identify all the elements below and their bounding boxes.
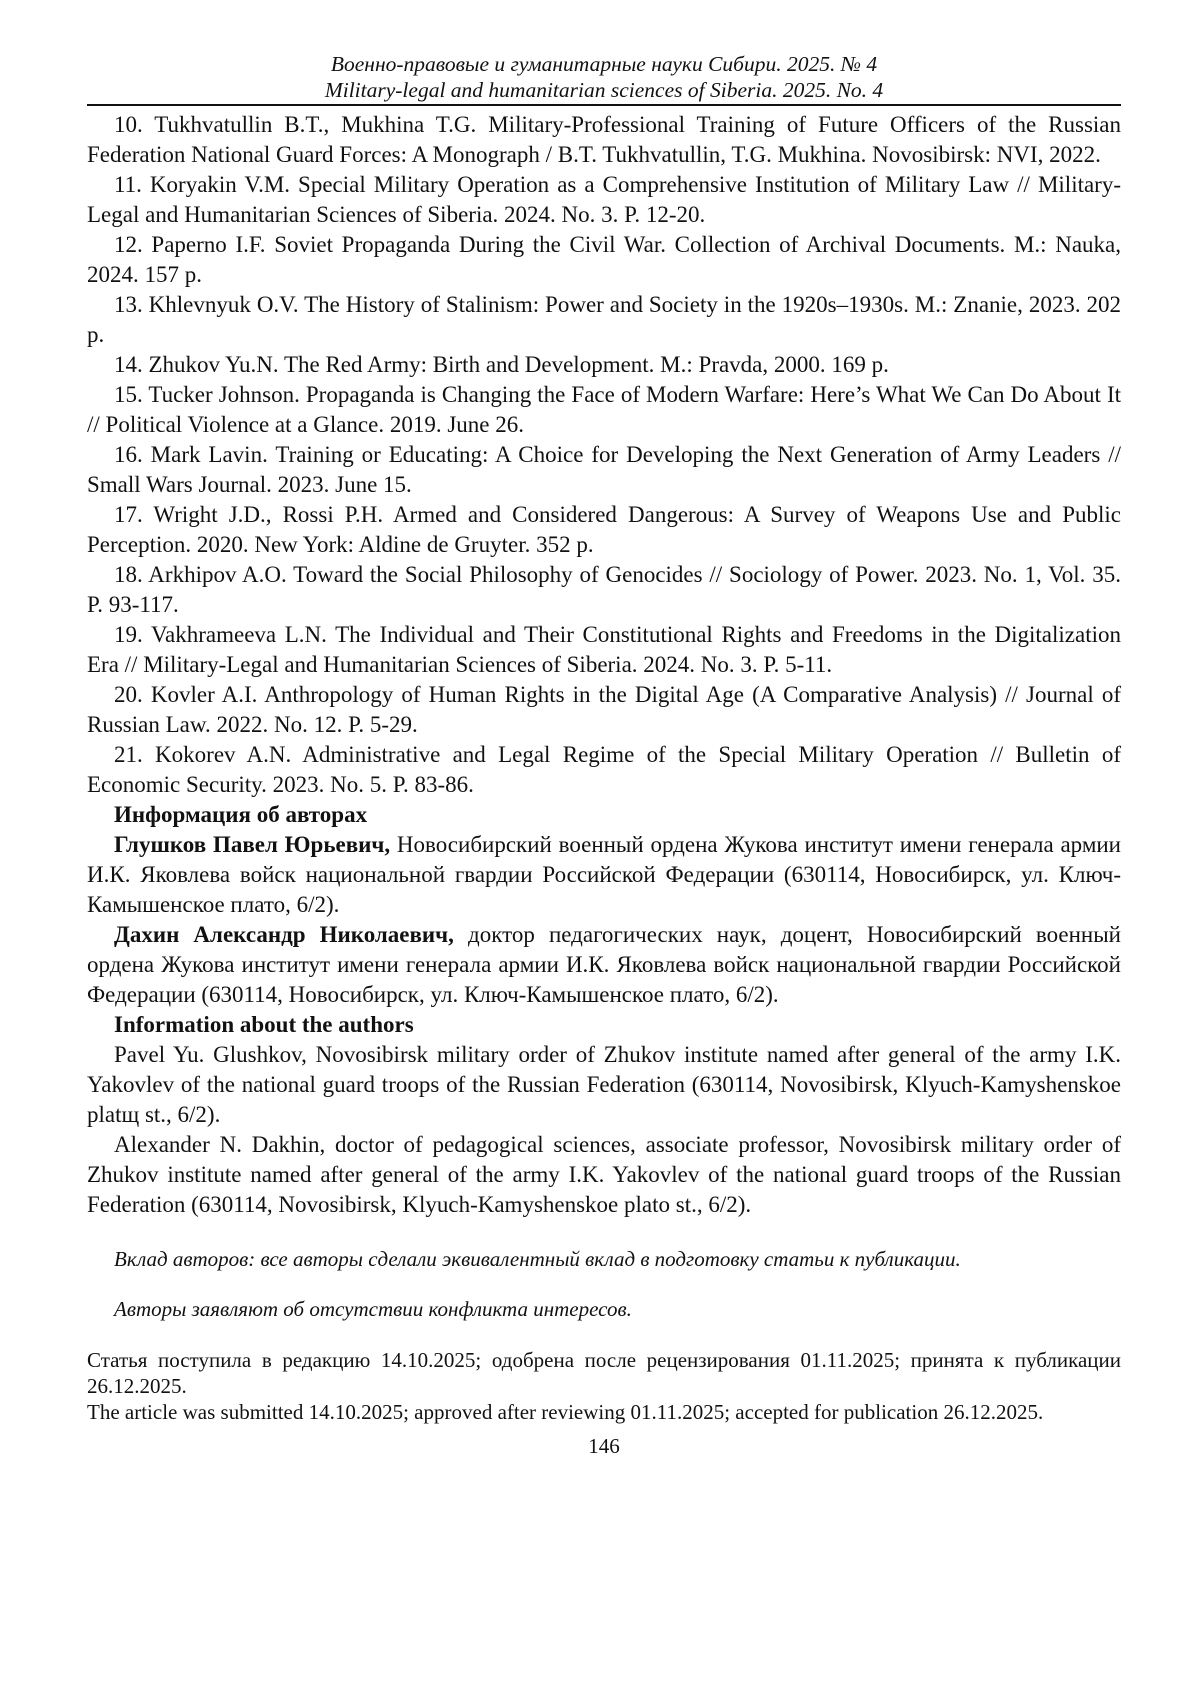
author-ru-2-name: Дахин Александр Николаевич, <box>114 922 454 947</box>
contribution-note: Вклад авторов: все авторы сделали эквивалентный вклад в подготовку статьи к публикации. <box>114 1247 961 1271</box>
reference-item: 15. Tucker Johnson. Propaganda is Changing the Face of Modern Warfare: Here’s What We Can Do About It // Political Violence at a Glance. 2019. June 26. <box>87 382 1121 437</box>
dates-ru: Статья поступила в редакцию 14.10.2025; одобрена после рецензирования 01.11.2025; принята к публикации 26.12.2025. <box>87 1348 1121 1398</box>
dates-en: The article was submitted 14.10.2025; approved after reviewing 01.11.2025; accepted for publication 26.12.2025. <box>87 1400 1044 1424</box>
reference-item: 16. Mark Lavin. Training or Educating: A Choice for Developing the Next Generation of Army Leaders // Small Wars Journal. 2023. June 15. <box>87 442 1121 497</box>
running-header-ru: Военно-правовые и гуманитарные науки Сибири. 2025. № 4 <box>330 52 878 76</box>
author-ru-1-name: Глушков Павел Юрьевич, <box>114 832 391 857</box>
running-header <box>87 51 1121 103</box>
authors-info-ru <box>87 800 1121 1010</box>
running-header-en: Military-legal and humanitarian sciences of Siberia. 2025. No. 4 <box>324 78 884 102</box>
author-ru-1-text: Новосибирский военный ордена Жукова институт имени генерала армии И.К. Яковлева войск национальной гвардии Российской Федерации (630114, Новосибирск, ул. Ключ-Камышенское плато, 6/2). <box>87 832 1121 917</box>
reference-item: 13. Khlevnyuk O.V. The History of Stalinism: Power and Society in the 1920s–1930s. M.: Znanie, 2023. 202 p. <box>87 292 1121 347</box>
reference-item: 19. Vakhrameeva L.N. The Individual and Their Constitutional Rights and Freedoms in the Digitalization Era // Military-Legal and Humanitarian Sciences of Siberia. 2024. No. 3. P. 5-11. <box>87 622 1121 677</box>
reference-item: 14. Zhukov Yu.N. The Red Army: Birth and Development. M.: Pravda, 2000. 169 p. <box>114 352 889 377</box>
journal-page <box>87 0 1121 1459</box>
reference-item: 10. Tukhvatullin B.T., Mukhina T.G. Military-Professional Training of Future Officers of the Russian Federation National Guard Forces: A Monograph / B.T. Tukhvatullin, T.G. Mukhina. Novosibirsk: NVI, 2022. <box>87 112 1121 167</box>
reference-item: 12. Paperno I.F. Soviet Propaganda During the Civil War. Collection of Archival Documents. M.: Nauka, 2024. 157 p. <box>87 232 1121 287</box>
authors-info-en <box>87 1010 1121 1220</box>
reference-item: 20. Kovler A.I. Anthropology of Human Rights in the Digital Age (A Comparative Analysis) // Journal of Russian Law. 2022. No. 12. P. 5-29. <box>87 682 1121 737</box>
author-ru-1 <box>87 830 1121 920</box>
reference-item: 21. Kokorev A.N. Administrative and Legal Regime of the Special Military Operation // Bulletin of Economic Security. 2023. No. 5. P. 83-86. <box>87 742 1121 797</box>
reference-list <box>87 110 1121 800</box>
reference-item: 17. Wright J.D., Rossi P.H. Armed and Considered Dangerous: A Survey of Weapons Use and Public Perception. 2020. New York: Aldine de Gruyter. 352 p. <box>87 502 1121 557</box>
page-number: 146 <box>588 1434 620 1458</box>
author-en-1: Pavel Yu. Glushkov, Novosibirsk military order of Zhukov institute named after general of the army I.K. Yakovlev of the national guard troops of the Russian Federation (630114, Novosibirsk, Klyuch-Kamyshenskoe platщ st., 6/2). <box>87 1042 1121 1127</box>
header-rule <box>87 104 1121 106</box>
authors-ru-title: Информация об авторах <box>114 802 368 827</box>
author-en-2: Alexander N. Dakhin, doctor of pedagogical sciences, associate professor, Novosibirsk military order of Zhukov institute named after general of the army I.K. Yakovlev of the national guard troops of the Russian Federation (630114, Novosibirsk, Klyuch-Kamyshenskoe plato st., 6/2). <box>87 1132 1121 1217</box>
author-ru-2-text: доктор педагогических наук, доцент, Новосибирский военный ордена Жукова институт имени генерала армии И.К. Яковлева войск национальной гвардии Российской Федерации (630114, Новосибирск, ул. Ключ-Камышенское плато, 6/2). <box>87 922 1121 1007</box>
authors-en-title: Information about the authors <box>114 1012 414 1037</box>
reference-item: 11. Koryakin V.M. Special Military Operation as a Comprehensive Institution of Military Law // Military-Legal and Humanitarian Sciences of Siberia. 2024. No. 3. P. 12-20. <box>87 172 1121 227</box>
conflict-note: Авторы заявляют об отсутствии конфликта интересов. <box>114 1297 632 1321</box>
article-dates <box>87 1347 1121 1425</box>
author-ru-2 <box>87 920 1121 1010</box>
reference-item: 18. Arkhipov A.O. Toward the Social Philosophy of Genocides // Sociology of Power. 2023. No. 1, Vol. 35. P. 93-117. <box>87 562 1121 617</box>
